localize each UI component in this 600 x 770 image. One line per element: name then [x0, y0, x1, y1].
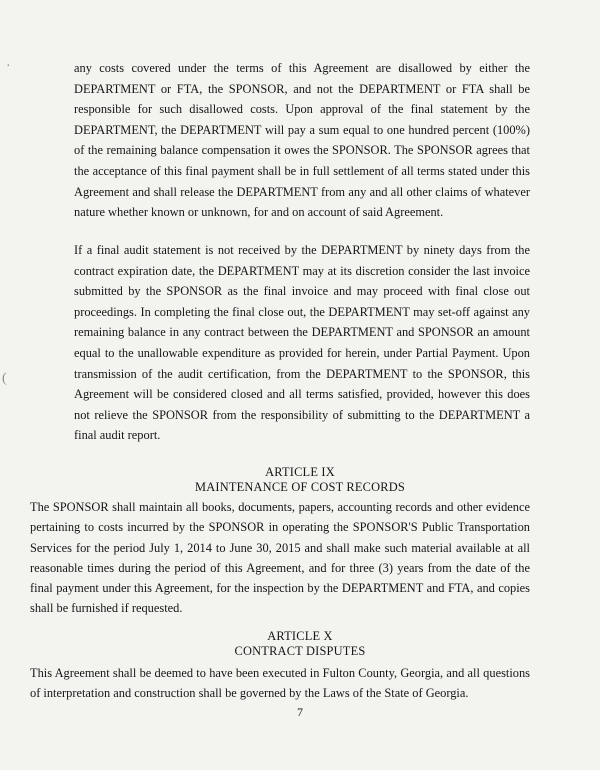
page-number: 7 — [297, 705, 303, 719]
final-audit-paragraph: If a final audit statement is not received by the DEPARTMENT by ninety days from the contract expiration date, the DEPARTMENT may at its discretion consider the last invoice submitted by the SPONSOR as the final invoice and may proceed with final close out proceedings. In completing the final close out, the DEPARTMENT may set-off against any remaining balance in any contract between the DEPARTMENT and SPONSOR an amount equal to the unallowable expenditure as provided for herein, under Partial Payment. Upon transmission of the audit certification, from the DEPARTMENT to the SPONSOR, this Agreement will be considered closed and all terms satisfied, provided, however this does not relieve the SPONSOR from the responsibility of submitting to the DEPARTMENT a final audit report. — [74, 243, 530, 443]
cost-records-paragraph: The SPONSOR shall maintain all books, documents, papers, accounting records and other evidence pertaining to costs incurred by the SPONSOR in operating the SPONSOR'S Public Transportation Services for the period July 1, 2014 to June 30, 2015 and shall make such material available at all reasonable times during the period of this Agreement, and for three (3) years from the date of the final payment under this Agreement, for the inspection by the DEPARTMENT and FTA, and copies shall be furnished if requested. — [30, 500, 530, 616]
final-payment-paragraph: any costs covered under the terms of this Agreement are disallowed by either the DEPARTMENT or FTA, the SPONSOR, and not the DEPARTMENT or FTA shall be responsible for such disallowed costs. Upon approval of the final statement by the DEPARTMENT, the DEPARTMENT will pay a sum equal to one hundred percent (100%) of the remaining balance compensation it owes the SPONSOR. The SPONSOR agrees that the acceptance of this final payment shall be in full settlement of all terms stated under this Agreement and shall release the DEPARTMENT from any and all other claims of whatever nature whether known or unknown, for and on account of said Agreement. — [74, 61, 530, 220]
article-ix-number: ARTICLE IX — [265, 465, 335, 479]
article-ix-title: MAINTENANCE OF COST RECORDS — [195, 480, 405, 494]
article-x-title: CONTRACT DISPUTES — [234, 644, 366, 658]
scan-margin-mark: · — [6, 59, 11, 74]
article-x-number: ARTICLE X — [267, 629, 333, 643]
scan-margin-mark: ( — [2, 371, 7, 386]
contract-disputes-paragraph: This Agreement shall be deemed to have been executed in Fulton County, Georgia, and all questions of interpretation and construction shall be governed by the Laws of the State of Georgia. — [30, 666, 530, 700]
